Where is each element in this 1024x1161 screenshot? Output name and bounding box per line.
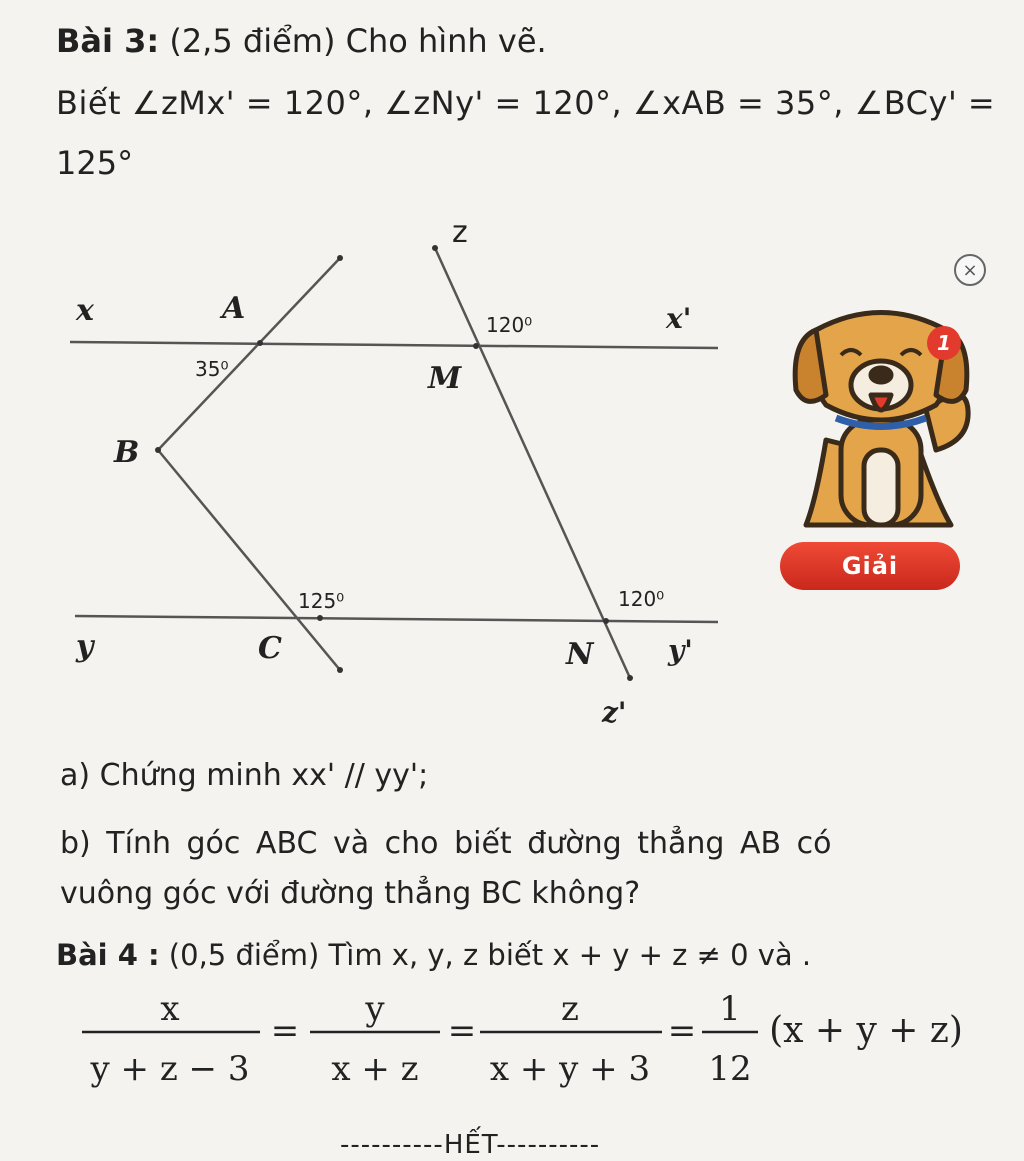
dog-nose — [871, 368, 891, 382]
line-bc — [158, 450, 340, 670]
formula-tail: (x + y + z) — [769, 1010, 963, 1051]
formula-den-1: y + z − 3 — [90, 1049, 250, 1089]
problem3-intro: (2,5 điểm) Cho hình vẽ. — [159, 22, 547, 60]
label-x: x — [76, 293, 94, 328]
label-c: C — [258, 631, 282, 666]
question-b-line-2: vuông góc với đường thẳng BC không? — [60, 876, 641, 911]
label-a: A — [222, 291, 246, 326]
point-z-prime — [627, 675, 633, 681]
line-zz-prime — [435, 248, 630, 678]
problem3-heading — [56, 22, 547, 60]
label-x-prime: x' — [666, 302, 692, 335]
label-angle-c: 125⁰ — [298, 589, 345, 613]
figure-labels — [75, 215, 693, 729]
question-a: a) Chứng minh xx' // yy'; — [60, 758, 429, 793]
label-angle-n: 120⁰ — [618, 587, 665, 611]
point-end-c — [337, 667, 343, 673]
question-b-line-1: b) Tính góc ABC và cho biết đường thẳng AB có — [60, 826, 832, 861]
point-m — [473, 343, 479, 349]
formula-num-3: z — [561, 989, 579, 1029]
close-icon[interactable]: × — [954, 254, 986, 286]
formula-num-4: 1 — [719, 989, 741, 1029]
label-angle-a: 35⁰ — [195, 357, 229, 381]
end-marker: ----------HẾT---------- — [340, 1130, 601, 1160]
label-z-prime: z' — [602, 696, 627, 729]
given-line-2: 125° — [56, 144, 134, 182]
point-c — [317, 615, 323, 621]
formula-den-2: x + z — [331, 1049, 419, 1089]
formula-num-1: x — [160, 989, 180, 1029]
formula-eq-1: = — [270, 1011, 300, 1051]
geometry-figure — [40, 200, 740, 740]
label-b: B — [114, 435, 140, 470]
label-angle-m: 120⁰ — [486, 313, 533, 337]
formula-den-3: x + y + 3 — [489, 1049, 651, 1089]
label-z: z — [452, 215, 468, 250]
solve-button[interactable]: Giải — [780, 542, 960, 590]
formula-eq-2: = — [447, 1011, 477, 1051]
line-xx-prime — [70, 342, 718, 348]
label-m: M — [428, 361, 462, 396]
problem3-title: Bài 3: — [56, 22, 160, 60]
label-y: y — [76, 629, 94, 664]
point-z — [432, 245, 438, 251]
point-a — [257, 340, 263, 346]
notification-badge: 1 — [927, 326, 961, 360]
label-y-prime: y' — [668, 634, 693, 667]
point-b — [155, 447, 161, 453]
given-line-1: Biết ∠zMx' = 120°, ∠zNy' = 120°, ∠xAB = 35°, ∠BCy' = — [56, 84, 996, 122]
label-n: N — [566, 637, 594, 672]
point-n — [603, 618, 609, 624]
line-ab — [158, 258, 340, 450]
dog-belly — [864, 450, 898, 525]
formula-den-4: 12 — [708, 1049, 752, 1089]
problem4-heading — [56, 938, 811, 972]
formula-eq-3: = — [667, 1011, 697, 1051]
point-top-a — [337, 255, 343, 261]
problem4-title: Bài 4 : — [56, 938, 160, 972]
formula-num-2: y — [365, 989, 385, 1029]
problem4-text: (0,5 điểm) Tìm x, y, z biết x + y + z ≠ 0 và . — [159, 938, 812, 972]
problem4-formula — [70, 980, 1000, 1105]
line-yy-prime — [75, 616, 718, 622]
figure-lines — [70, 248, 718, 678]
